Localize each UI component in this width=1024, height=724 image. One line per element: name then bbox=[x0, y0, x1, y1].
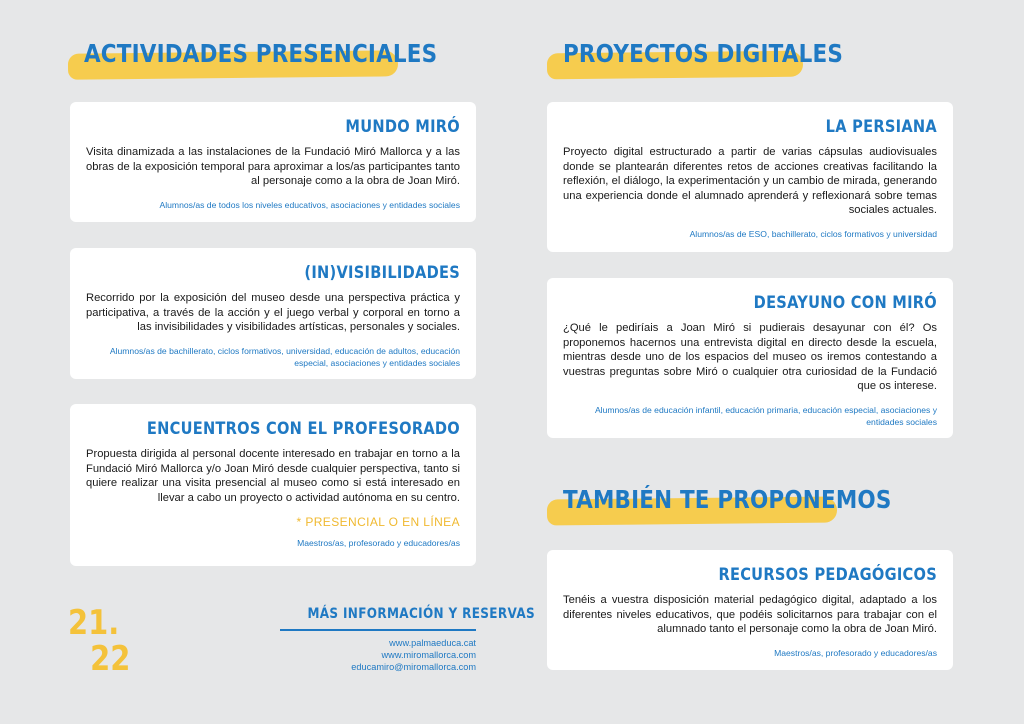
project-card-la-persiana bbox=[547, 102, 953, 252]
section-title: TAMBIÉN TE PROPONEMOS bbox=[563, 485, 892, 514]
card-description: Propuesta dirigida al personal docente interesado en trabajar en torno a la Fundació Miró Mallorca y/o Joan Miró desde cualquier perspectiva, tanto si quiere realizar una visita presencial al museo como si está interesado en llevar a cabo un proyecto o actividad autónoma en su centro. bbox=[86, 448, 460, 504]
card-title: MUNDO MIRÓ bbox=[345, 117, 460, 137]
project-card-desayuno-con-miro bbox=[547, 278, 953, 438]
card-audience: Alumnos/as de ESO, bachillerato, ciclos formativos y universidad bbox=[689, 228, 937, 239]
card-audience: Alumnos/as de educación infantil, educación primaria, educación especial, asociaciones y entidades sociales bbox=[594, 404, 937, 427]
section-heading-tambien bbox=[547, 476, 892, 526]
card-description: ¿Qué le pediríais a Joan Miró si pudierais desayunar con él? Os proponemos hacernos una entrevista digital en directo desde la escuela, mientras desde uno de los espacios del museo os iremos contestando a vuestras preguntas sobre Miró o cualquier otra curiosidad de la Fundació que os interese. bbox=[563, 322, 937, 393]
card-title: DESAYUNO CON MIRÓ bbox=[753, 293, 937, 313]
card-description: Proyecto digital estructurado a partir de varias cápsulas audiovisuales donde se plantearán diferentes retos de acciones creativas facilitando la reflexión, el diálogo, la experimentación y un cambio de mirada, generando una experiencia donde el alumnado aprenderá y reflexionará sobre temas sociales actuales. bbox=[563, 146, 937, 217]
school-year-line1: 21. bbox=[68, 603, 120, 643]
activity-card-encuentros bbox=[70, 404, 476, 566]
activity-card-invisibilidades bbox=[70, 248, 476, 379]
contact-info bbox=[280, 604, 536, 673]
card-audience: Maestros/as, profesorado y educadores/as bbox=[297, 538, 460, 549]
section-heading-presenciales bbox=[68, 30, 438, 80]
card-description: Tenéis a vuestra disposición material pedagógico digital, adaptado a los diferentes niveles educativos, que podéis solicitarnos para trabajar con el alumnado tanto el personaje como la obra de Joan Miró. bbox=[563, 594, 937, 636]
section-title: ACTIVIDADES PRESENCIALES bbox=[84, 39, 438, 68]
link-miromallorca[interactable]: www.miromallorca.com bbox=[381, 650, 476, 660]
card-description: Visita dinamizada a las instalaciones de la Fundació Miró Mallorca y a las obras de la exposición temporal para aproximar a los/as participantes tanto al personaje como a la obra de Joan Miró. bbox=[86, 146, 460, 188]
email-educamiro[interactable]: educamiro@miromallorca.com bbox=[351, 662, 476, 672]
card-title: RECURSOS PEDAGÓGICOS bbox=[718, 565, 937, 585]
card-title: LA PERSIANA bbox=[825, 117, 937, 137]
card-audience: Maestros/as, profesorado y educadores/as bbox=[774, 647, 937, 658]
school-year bbox=[68, 605, 130, 677]
card-title: ENCUENTROS CON EL PROFESORADO bbox=[146, 419, 460, 439]
card-note: * PRESENCIAL O EN LÍNEA bbox=[296, 515, 460, 530]
resource-card-recursos-pedagogicos bbox=[547, 550, 953, 670]
card-title: (IN)VISIBILIDADES bbox=[304, 263, 460, 283]
divider bbox=[280, 629, 476, 631]
link-palmaeduca[interactable]: www.palmaeduca.cat bbox=[389, 638, 476, 648]
activity-card-mundo-miro bbox=[70, 102, 476, 222]
school-year-line2: 22 bbox=[90, 639, 131, 679]
card-description: Recorrido por la exposición del museo desde una perspectiva práctica y participativa, a través de la acción y el juego verbal y corporal en torno a las invisibilidades y visibilidades artísticas, personales y sociales. bbox=[86, 292, 460, 334]
section-title: PROYECTOS DIGITALES bbox=[563, 39, 844, 68]
card-audience: Alumnos/as de todos los niveles educativos, asociaciones y entidades sociales bbox=[159, 199, 460, 210]
card-audience: Alumnos/as de bachillerato, ciclos formativos, universidad, educación de adultos, educación especial, asociaciones y entidades sociales bbox=[109, 345, 460, 368]
section-heading-digitales bbox=[547, 30, 844, 80]
contact-title: MÁS INFORMACIÓN Y RESERVAS bbox=[307, 606, 536, 622]
